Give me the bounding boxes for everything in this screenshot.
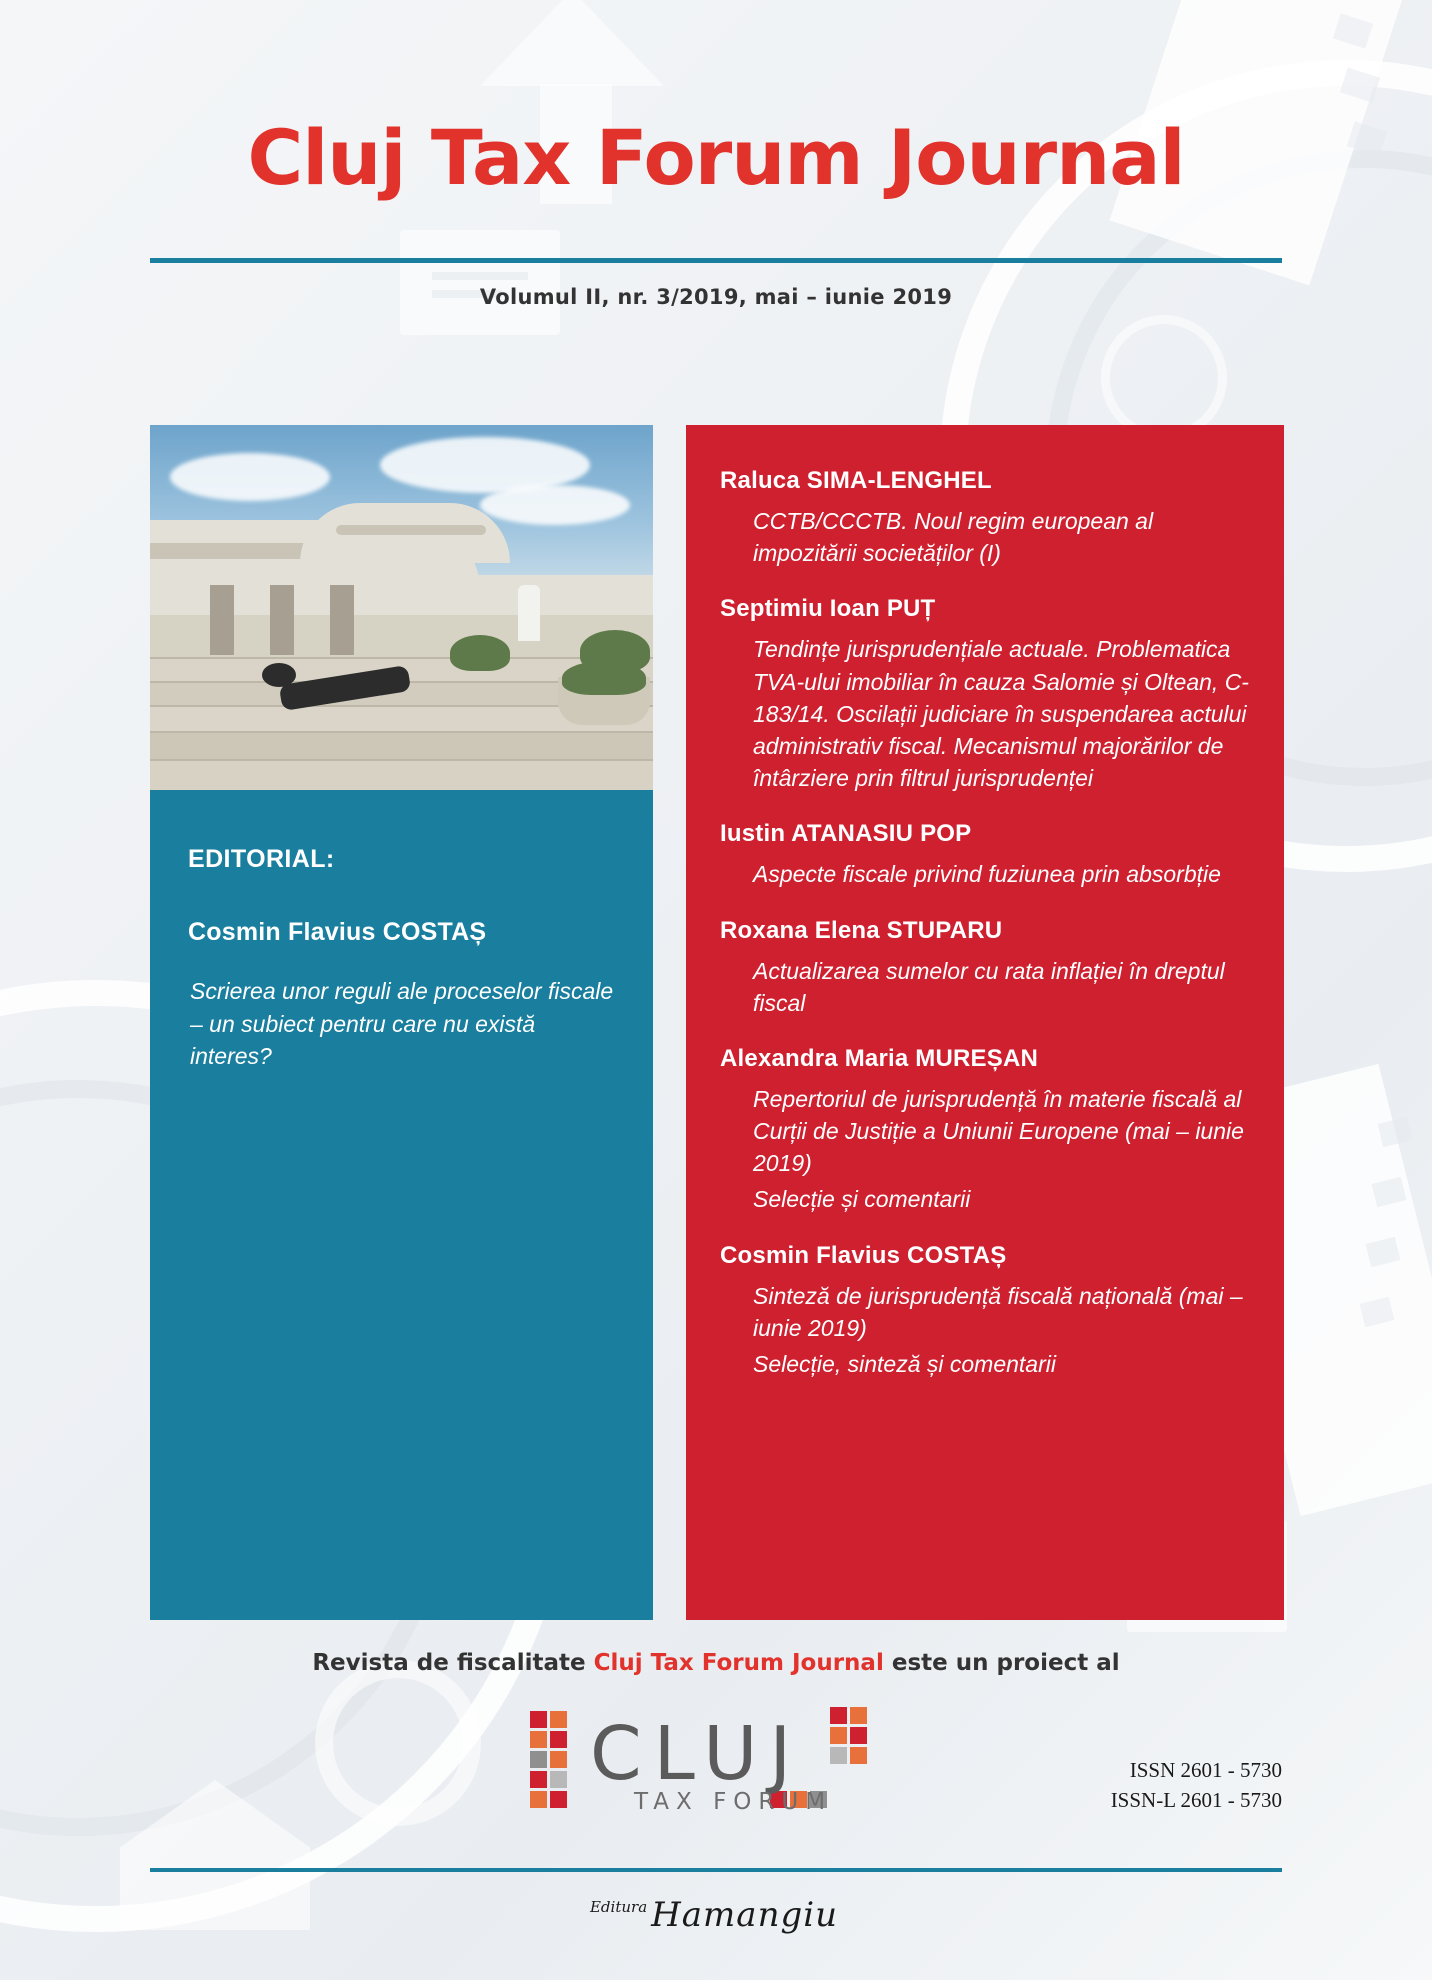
photo-column — [330, 585, 354, 655]
toc-article-subtitle: Selecție, sinteză și comentarii — [753, 1351, 1056, 1377]
photo-shrub — [450, 635, 510, 671]
logo-pixel — [550, 1711, 567, 1728]
toc-article-title: Actualizarea sumelor cu rata inflației în dreptul fiscal — [753, 957, 1225, 1016]
photo-sculpture-head — [262, 663, 296, 687]
title-divider — [150, 258, 1282, 263]
editorial-label: EDITORIAL: — [188, 845, 335, 873]
logo-pixel — [830, 1707, 847, 1724]
publisher-logo — [0, 1895, 1432, 1935]
toc-entry — [720, 595, 1250, 794]
logo-pixel — [550, 1731, 567, 1748]
toc-entry — [720, 1045, 1250, 1216]
photo-column — [210, 585, 234, 655]
bottom-divider — [150, 1868, 1282, 1872]
logo-pixel — [550, 1751, 567, 1768]
toc-author: Alexandra Maria MUREȘAN — [720, 1044, 1039, 1072]
editorial-article-title: Scrierea unor reguli ale proceselor fiscale – un subiect pentru care nu există interes? — [190, 978, 614, 1070]
logo-pixel — [550, 1791, 567, 1808]
editorial-panel — [150, 790, 653, 1620]
logo-pixel — [830, 1727, 847, 1744]
issn-block — [1111, 1755, 1282, 1816]
toc-author: Septimiu Ioan PUȚ — [720, 595, 936, 623]
toc-article-title: Sinteză de jurisprudență fiscală națională (mai – iunie 2019) — [753, 1282, 1243, 1341]
toc-author: Iustin ATANASIU POP — [720, 820, 972, 848]
logo-pixel — [530, 1771, 547, 1788]
toc-article-subtitle: Selecție și comentarii — [753, 1186, 971, 1213]
table-of-contents-panel — [686, 425, 1284, 1620]
photo-step — [150, 759, 653, 790]
toc-author: Cosmin Flavius COSTAȘ — [720, 1241, 1007, 1269]
logo-wordmark: CLUJ — [590, 1711, 804, 1797]
issn: ISSN 2601 - 5730 — [1129, 1758, 1282, 1782]
photo-cloud — [480, 485, 630, 525]
logo-pixel — [530, 1711, 547, 1728]
toc-entry — [720, 917, 1250, 1019]
photo-building-louver — [336, 525, 486, 535]
toc-article-title: Tendințe jurisprudențiale actuale. Problematica TVA-ului imobiliar în cauza Salomie și Oltean, C-183/14. Oscilații judiciare în suspendarea actului administrativ fiscal. Mecanismul majorărilor de întârziere prin filtrul jurisprudenței — [753, 636, 1249, 792]
publisher-prefix: Editura — [589, 1898, 648, 1916]
cover-photo — [150, 425, 653, 790]
project-statement — [0, 1650, 1432, 1676]
toc-author: Roxana Elena STUPARU — [720, 916, 1003, 944]
logo-pixel — [530, 1791, 547, 1808]
page-title — [0, 113, 1432, 202]
logo-pixel — [550, 1771, 567, 1788]
logo-pixel — [530, 1751, 547, 1768]
photo-cloud — [170, 453, 330, 501]
toc-article-title: Repertoriul de jurisprudență în materie fiscală al Curții de Justiție a Uniunii Europene (mai – iunie 2019) — [753, 1085, 1244, 1177]
logo-pixel — [830, 1747, 847, 1764]
toc-author: Raluca SIMA-LENGHEL — [720, 467, 992, 494]
editorial-author: Cosmin Flavius COSTAȘ — [188, 918, 487, 946]
journal-title: Cluj Tax Forum Journal — [247, 113, 1185, 202]
issn-l: ISSN-L 2601 - 5730 — [1110, 1788, 1282, 1813]
logo-pixel — [530, 1731, 547, 1748]
cluj-tax-forum-logo — [530, 1705, 910, 1825]
photo-step — [150, 731, 653, 761]
toc-entry — [720, 820, 1250, 890]
publisher-name: Hamangiu — [651, 1895, 839, 1935]
toc-article-title: Aspecte fiscale privind fuziunea prin absorbție — [753, 861, 1221, 888]
photo-column — [270, 585, 294, 655]
toc-article-title: CCTB/CCCTB. Noul regim european al impozitării societăților (I) — [753, 508, 1154, 567]
photo-person — [518, 585, 540, 641]
project-prefix: Revista de fiscalitate — [312, 1650, 594, 1676]
project-suffix: este un proiect al — [883, 1650, 1120, 1676]
photo-plant — [562, 661, 646, 695]
logo-pixel — [850, 1747, 867, 1764]
volume-issue-label: Volumul II, nr. 3/2019, mai – iunie 2019 — [479, 285, 953, 309]
project-accent: Cluj Tax Forum Journal — [593, 1650, 884, 1676]
logo-pixel — [850, 1707, 867, 1724]
logo-pixel — [850, 1727, 867, 1744]
logo-subtitle: TAX FORUM — [634, 1789, 833, 1815]
toc-entry — [720, 467, 1250, 569]
toc-entry — [720, 1242, 1250, 1381]
